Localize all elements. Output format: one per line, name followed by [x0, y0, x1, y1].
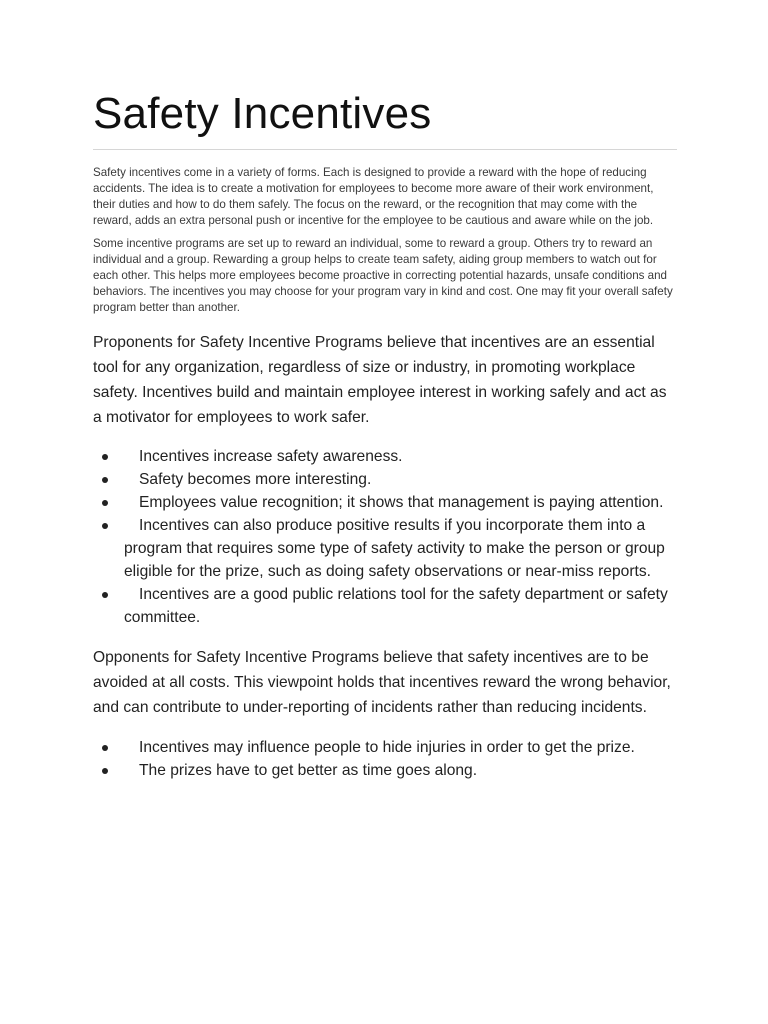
- list-item-text: Incentives may influence people to hide injuries in order to get the prize.: [139, 739, 635, 756]
- list-item-text: Incentives can also produce positive results if you incorporate them into a program that requires some type of safety activity to make the person or group eligible for the prize, such as doing safety observations or near-miss reports.: [124, 517, 665, 580]
- intro-paragraph-1: Safety incentives come in a variety of forms. Each is designed to provide a reward with the hope of reducing accidents. The idea is to create a motivation for employees to become more aware of their work environment, their duties and how to do them safely. The focus on the reward, or the recognition that may come with the reward, adds an extra personal push or incentive for the employee to be cautious and aware while on the job.: [93, 166, 654, 227]
- bullet-icon: [102, 745, 108, 751]
- list-item: [93, 491, 677, 514]
- list-item-text: Employees value recognition; it shows that management is paying attention.: [139, 494, 664, 511]
- opponents-list: [93, 736, 677, 782]
- list-item: [93, 445, 677, 468]
- bullet-icon: [102, 500, 108, 506]
- document-page: [93, 88, 677, 782]
- bullet-icon: [102, 592, 108, 598]
- proponents-list: [93, 445, 677, 629]
- list-item: [93, 736, 677, 759]
- intro-paragraph-2: Some incentive programs are set up to reward an individual, some to reward a group. Others try to reward an individual and a group. Rewarding a group helps to create team safety, aiding group members to watch out for each other. This helps more employees become proactive in correcting potential hazards, unsafe conditions and behaviors. The incentives you may choose for your program vary in kind and cost. One may fit your overall safety program better than another.: [93, 237, 673, 314]
- bullet-icon: [102, 454, 108, 460]
- title-divider: [93, 149, 677, 150]
- bullet-icon: [102, 477, 108, 483]
- list-item: [93, 468, 677, 491]
- list-item: [93, 759, 677, 782]
- list-item-text: Safety becomes more interesting.: [139, 471, 372, 488]
- list-item: [93, 583, 677, 629]
- list-item-text: Incentives increase safety awareness.: [139, 448, 403, 465]
- list-item-text: Incentives are a good public relations tool for the safety department or safety committee.: [124, 586, 668, 626]
- proponents-paragraph: Proponents for Safety Incentive Programs believe that incentives are an essential tool for any organization, regardless of size or industry, in promoting workplace safety. Incentives build and maintain employee interest in working safely and act as a motivator for employees to work safer.: [93, 334, 667, 426]
- list-item: [93, 514, 677, 583]
- bullet-icon: [102, 523, 108, 529]
- list-item-text: The prizes have to get better as time goes along.: [139, 762, 478, 779]
- bullet-icon: [102, 768, 108, 774]
- page-title: Safety Incentives: [93, 89, 432, 138]
- opponents-paragraph: Opponents for Safety Incentive Programs believe that safety incentives are to be avoided at all costs. This viewpoint holds that incentives reward the wrong behavior, and can contribute to under-reporting of incidents rather than reducing incidents.: [93, 649, 671, 716]
